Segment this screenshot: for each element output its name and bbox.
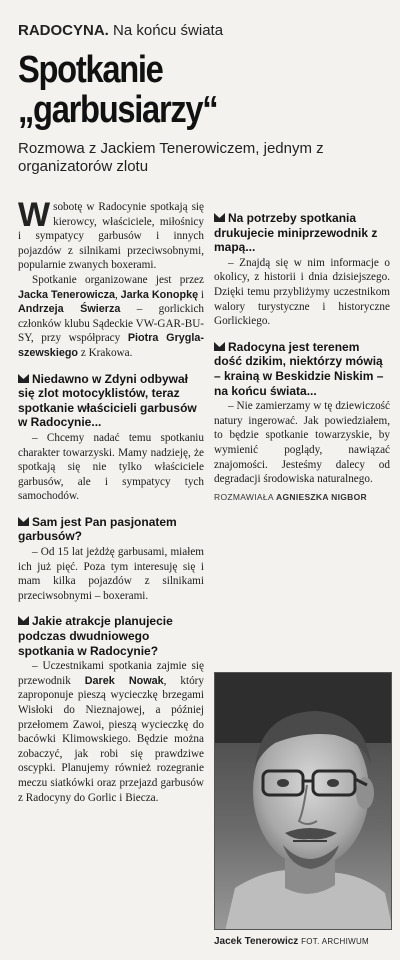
column-right xyxy=(214,200,390,504)
question-5-text: Radocyna jest terenem dość dzikim, niektórzy mówią – krainą w Beskidzie Niskim – na końcu świata... xyxy=(214,339,384,398)
intro-p2-b: , xyxy=(115,288,121,301)
signature-label: ROZMAWIAŁA xyxy=(214,491,274,502)
answer-1: – Chcemy nadać temu spotkaniu charakter towarzyski. Mamy nadzieję, że spotkają się nie tylko właściciele garbusów, ale i sympatycy tych samochodów. xyxy=(18,431,204,503)
answer-2: – Od 15 lat jeżdżę garbusami, miałem ich już pięć. Poza tym interesuję się i mam kilka pojazdów z silnikami przeciwsobnymi – boxerami. xyxy=(18,546,204,602)
name-jarek-konopka: Jarka Konopkę xyxy=(120,288,199,301)
question-2 xyxy=(18,515,204,544)
drop-cap: W xyxy=(18,196,51,234)
question-marker-icon xyxy=(18,374,29,383)
column-left xyxy=(18,196,204,805)
answer-3-a: – Uczestnikami spotkania zajmie się przewodnik xyxy=(18,660,204,687)
question-marker-icon xyxy=(214,342,225,351)
name-darek-nowak: Darek Nowak xyxy=(84,674,164,687)
name-jacek-tenerowicz: Jacka Tenerowicza xyxy=(18,288,116,301)
signature-name: AGNIESZKA NIGBOR xyxy=(276,491,367,502)
question-3 xyxy=(18,614,204,658)
photo-caption xyxy=(214,936,394,948)
answer-4: – Znajdą się w nim informacje o okolicy, z historii i dnia dzisiejszego. Dzięki temu przybliżymy uczestnikom walory turystyczne i historyczne Gorlickiego. xyxy=(214,256,390,328)
article-kicker xyxy=(18,22,223,40)
answer-3-b: , który zaproponuje pieszą wycieczkę brzegami Wisłoki do Nieznajowej, a później przełomem Zawoi, pieszą wycieczkę do bacówki Klimowskiego. Będzie można zobaczyć, jak robi się prawdziwe oscypki. Planujemy również rozegranie meczu siatkówki oraz przejazd garbusów z Radocyny do Gorlic i Biecza. xyxy=(18,674,204,804)
kicker-place: RADOCYNA. xyxy=(18,22,109,39)
question-marker-icon xyxy=(18,517,29,526)
question-1-text: Niedawno w Zdyni odbywał się zlot motocyklistów, teraz spotkanie właścicieli garbusów w Radocynie... xyxy=(18,371,197,430)
question-4 xyxy=(214,211,390,255)
intro-paragraph-2 xyxy=(18,273,204,361)
headline-line-1: Spotkanie xyxy=(18,49,163,91)
portrait-photo xyxy=(214,672,392,930)
question-4-text: Na potrzeby spotkania drukujecie miniprzewodnik z mapą... xyxy=(214,211,378,255)
question-marker-icon xyxy=(18,616,29,625)
intro-p2-e: z Krakowa. xyxy=(78,346,133,359)
headline-line-2: „garbusiarzy“ xyxy=(18,89,218,131)
portrait-illustration xyxy=(215,673,392,930)
caption-credit: FOT. ARCHIWUM xyxy=(301,937,369,946)
intro-p2-c: i xyxy=(198,288,204,301)
name-andrzej-swierz: Andrzeja Świerza xyxy=(18,303,121,316)
intro-paragraph-1 xyxy=(18,196,204,273)
intro-p2-a: Spotkanie organizowane jest przez xyxy=(32,273,204,286)
question-5 xyxy=(214,340,390,398)
question-1 xyxy=(18,372,204,430)
intro-p1-text: sobotę w Radocynie spotkają się kierowcy, właściciele, miłośnicy i sympatycy garbusów i innych pojazdów z silnikami przeciwsobnymi, popularnie zwanych boxerami. xyxy=(18,201,204,272)
caption-name: Jacek Tenerowicz xyxy=(214,936,299,947)
question-2-text: Sam jest Pan pasjonatem garbusów? xyxy=(18,514,177,544)
kicker-text: Na końcu świata xyxy=(113,22,224,39)
article-dek: Rozmowa z Jackiem Tenerowiczem, jednym z organizatorów zlotu xyxy=(18,140,324,175)
answer-5: – Nie zamierzamy w tę dziewiczość natury ingerować. Jak powiedziałem, to będzie spotkanie towarzyskie, by wymienić poglądy, nawiązać znajomości. Jesteśmy dalecy od degradacji środowiska naturalnego. xyxy=(214,400,390,486)
question-3-text: Jakie atrakcje planujecie podczas dwudniowego spotkania w Radocynie? xyxy=(18,614,173,658)
question-marker-icon xyxy=(214,213,225,222)
intro-p2-d: – gorlickich członków klubu Sądeckie VW-GAR-BU-SY, przy współpracy xyxy=(18,303,204,345)
name-piotr-gryglaszewski: Piotra Gryglaszewskiego xyxy=(18,332,204,359)
answer-3 xyxy=(18,659,204,805)
interviewer-signature xyxy=(214,490,390,505)
headline xyxy=(18,50,345,130)
